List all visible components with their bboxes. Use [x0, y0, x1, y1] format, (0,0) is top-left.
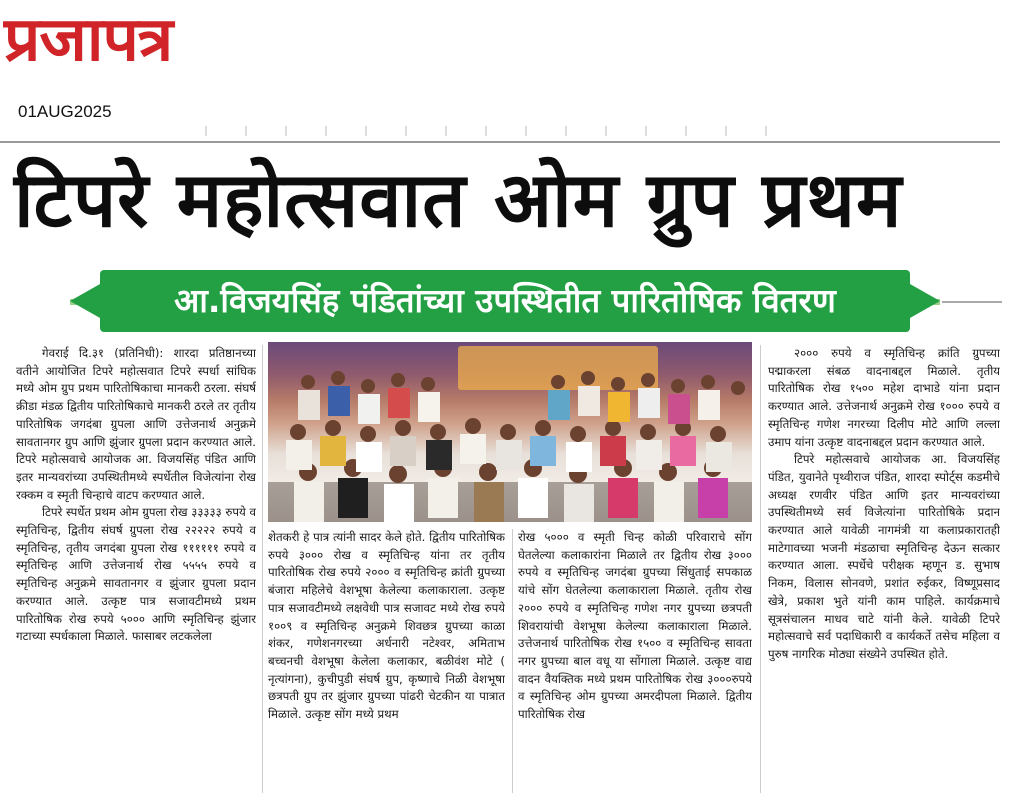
paragraph: टिपरे स्पर्धेत प्रथम ओम ग्रुपला रोख ३३३३३ रुपये व स्मृतिचिन्ह, द्वितीय संघर्ष ग्रुपला रोख २२२२२ रुपये व स्मृतिचिन्ह, तृतीय जगदंबा ग्रुपला रोख ११११११ रुपये व स्मृतिचिन्ह आणि उत्तेजनार्थ रोख ५५५५ रुपये व स्मृतिचिन्ह अनुक्रमे सावतानगर व झुंजार ग्रुपला प्रदान करण्यात आले. उत्कृष्ट पात्र सजावटीमध्ये प्रथम पारितोषिक रोख रुपये ५००० आणि स्मृतिचिन्ह झुंजार गटाच्या स्पर्धकाला मिळाले. फासाबर लटकलेला	[16, 505, 256, 644]
event-photo	[268, 342, 752, 522]
article-column-3	[518, 529, 752, 793]
edition-date: 01AUG2025	[18, 102, 112, 121]
subheadline-banner	[70, 270, 940, 332]
paragraph: गेवराई दि.३१ (प्रतिनिधी): शारदा प्रतिष्ठानच्या वतीने आयोजित टिपरे महोत्सवात टिपरे स्पर्धा सांघिक मध्ये ओम ग्रुप प्रथम पारितोषिकाचा मानकरी ठरला. संघर्ष क्रीडा मंडळ द्वितीय पारितोषिकाचे मानकरी ठरले तर तृतीय पारितोषिक जगदंबा ग्रुपला आणि उत्तेजनार्थ अनुक्रमे सावतानगर ग्रुप आणि झुंजार ग्रुपला प्रदान करण्यात आले. टिपरे महोत्सवाचे आयोजक आ. विजयसिंह पंडित आणि इतर मान्यवरांच्या उपस्थितीमध्ये स्पर्धेतील विजेत्यांना रोख रक्कम व स्मृती चिन्हाचे वाटप करण्यात आले.	[16, 346, 256, 502]
crowd-illustration	[268, 342, 752, 522]
column-divider	[262, 345, 263, 793]
column-divider	[760, 345, 761, 793]
paragraph: शेतकरी हे पात्र त्यांनी सादर केले होते. द्वितीय पारितोषिक रुपये ३००० रोख व स्मृतिचिन्ह यांना तर तृतीय पारितोषिक रोख रुपये २००० व स्मृतिचिन्ह क्रांती ग्रुपच्या बंजारा महिलेचे वेशभूषा केलेल्या कलाकाराला. उत्कृष्ट पात्र सजावटीमध्ये लक्षवेधी पात्र सजावट मध्ये रोख रुपये १००९ व स्मृतिचिन्ह अनुक्रमे शिवछत्र ग्रुपच्या काळा शंकर, गणेशनगरच्या अर्धनारी नटेश्वर, अमिताभ बच्चनची वेशभूषा केलेला कलाकार, बळीवंश मोटे ( नृत्यांगना), कुचीपुडी संघर्ष ग्रुप, कृष्णाचे निळी वेशभूषा छत्रपती ग्रुप तर झुंजार ग्रुपच्या पांढरी चेटकीन या पात्रात मिळाले. उत्कृष्ट सोंग मध्ये प्रथम	[268, 530, 505, 722]
paragraph: रोख ५००० व स्मृती चिन्ह कोळी परिवाराचे सोंग घेतलेल्या कलाकारांना मिळाले तर द्वितीय रोख ३००० रुपये व स्मृतिचिन्ह जगदंबा ग्रुपच्या सिंधुताई सपकाळ यांचे सोंग घेतलेल्या कलाकाराला मिळाले. तृतीय रोख २००० रुपये व स्मृतिचिन्ह गणेश नगर ग्रुपच्या छत्रपती शिवरायांची वेशभूषा केलेल्या कलाकाराला मिळाले. उत्तेजनार्थ पारितोषिक रोख १५०० व स्मृतिचिन्ह सावता नगर ग्रुपच्या बाल वधू या सोंगाला मिळाले. उत्कृष्ट वाद्य वादन वैयक्तिक मध्ये प्रथम पारितोषिक रोख ३०००रुपये व स्मृतिचिन्ह ओम ग्रुपच्या अमरदीपला मिळाले. द्वितीय पारितोषिक रोख	[518, 530, 752, 722]
banner-right-tip	[910, 284, 940, 318]
article-column-4	[768, 345, 1000, 793]
masthead-logo	[4, 2, 304, 94]
article-column-2	[268, 529, 505, 793]
paragraph: टिपरे महोत्सवाचे आयोजक आ. विजयसिंह पंडित, युवानेते पृथ्वीराज पंडित, शारदा स्पोर्ट्स कडमीचे अध्यक्ष रणवीर पंडित आणि इतर मान्यवरांच्या उपस्थितीमध्ये सर्व विजेत्यांना पारितोषिके प्रदान करण्यात आले यावेळी नागमंत्री या कलाप्रकारातही माटेगावच्या भजनी मंडळाचा स्मृतिचिन्ह देऊन सत्कार करण्यात आला. स्पर्धेचे परीक्षक म्हणून ड. सुभाष निकम, विलास सोनवणे, प्रशांत रुईकर, विष्णूप्रसाद खेत्रे, प्रकाश भुते यांनी काम पाहिले. कार्यक्रमाचे सूत्रसंचालन माधव चाटे यांनी केले. यावेळी टिपरे महोत्सवाचे सर्व पदाधिकारी व कार्यकर्ते तसेच महिला व पुरुष नागरिक मोठ्या संख्येने उपस्थित होते.	[768, 452, 1000, 661]
subheadline: आ.विजयसिंह पंडितांच्या उपस्थितीत पारितोषिक वितरण	[100, 270, 910, 332]
column-divider	[512, 529, 513, 793]
right-divider	[942, 301, 1002, 303]
paragraph: २००० रुपये व स्मृतिचिन्ह क्रांति ग्रुपच्या पद्माकरला संबळ वादनाबद्दल मिळाले. तृतीय पारितोषिक रोख १५०० महेश दाभाडे यांना प्रदान करण्यात आले. उत्तेजनार्थ अनुक्रमे रोख १००० रुपये व स्मृतिचिन्ह गणेश नगरच्या दिलीप मोटे आणि लल्ला उमाप यांना उत्कृष्ट वादनाबद्दल प्रदान करण्यात आले.	[768, 346, 1000, 449]
top-divider	[0, 141, 1000, 143]
banner-left-tip	[70, 284, 100, 318]
headline: टिपरे महोत्सवात ओम ग्रुप प्रथम	[14, 155, 903, 244]
newspaper-brand: प्रजापत्र	[4, 4, 173, 76]
article-column-1	[16, 345, 256, 793]
decorative-dots	[205, 126, 805, 136]
